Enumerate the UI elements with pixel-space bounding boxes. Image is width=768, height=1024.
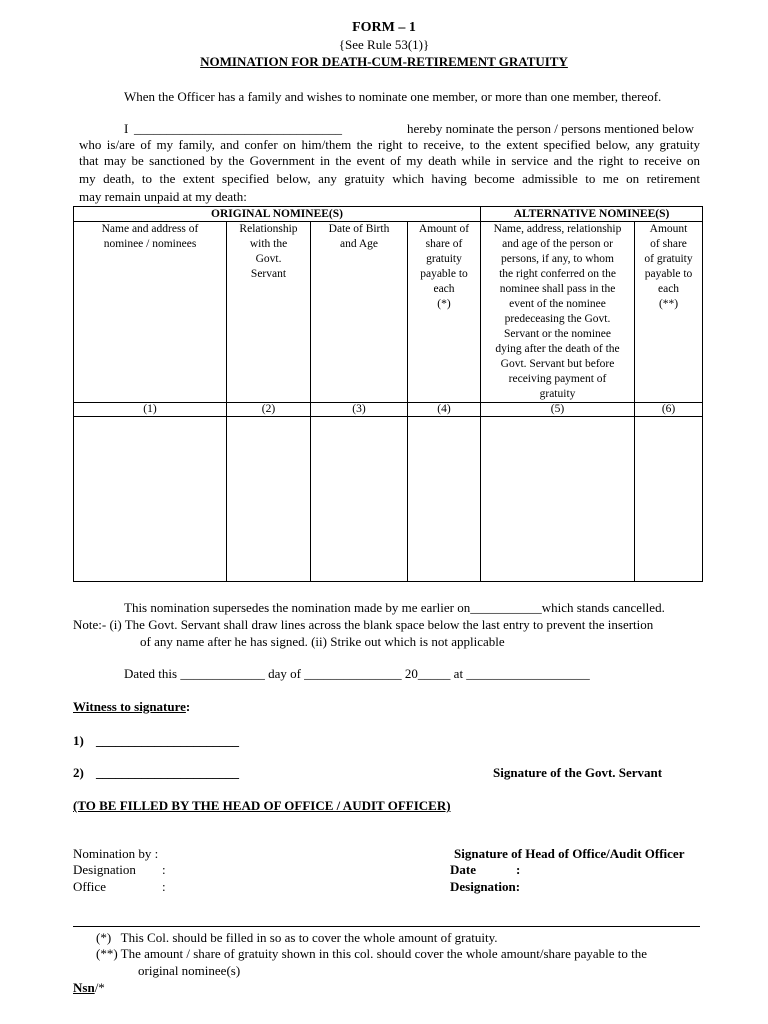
- office-label: Office: [73, 879, 106, 894]
- entry-cell-6[interactable]: [635, 417, 703, 582]
- col-number-3: (3): [311, 403, 408, 417]
- nominee-table: [73, 206, 703, 582]
- entry-cell-5[interactable]: [481, 417, 635, 582]
- col-number-1: (1): [74, 403, 227, 417]
- entry-cell-1[interactable]: [74, 417, 227, 582]
- col-number-4: (4): [408, 403, 481, 417]
- designation-colon: :: [162, 862, 166, 877]
- office-section-heading: (TO BE FILLED BY THE HEAD OF OFFICE / AUDIT OFFICER): [73, 798, 451, 813]
- office-colon: :: [162, 879, 166, 894]
- nominator-name-blank: ________________________________: [134, 121, 342, 136]
- footnote-1: (*) This Col. should be filled in so as to cover the whole amount of gratuity.: [96, 930, 498, 945]
- form-title: FORM – 1: [352, 20, 416, 35]
- note-line-2: of any name after he has signed. (ii) Strike out which is not applicable: [140, 634, 505, 649]
- col-header-6: Amount of share of gratuity payable to each (**): [635, 222, 703, 403]
- para-line-5: may remain unpaid at my death:: [79, 189, 247, 204]
- footnote-2-line-1: (**) The amount / share of gratuity shown in this col. should cover the whole amount/share payable to the: [96, 946, 648, 961]
- govt-servant-signature-label: Signature of the Govt. Servant: [493, 765, 663, 780]
- col-header-4: Amount of share of gratuity payable to each (*): [408, 222, 481, 403]
- witness-2-label: 2): [73, 765, 84, 780]
- head-office-signature-label: Signature of Head of Office/Audit Officer: [454, 846, 685, 861]
- dated-line: Dated this _____________ day of _______________ 20_____ at ___________________: [124, 666, 590, 681]
- col-header-2: Relationship with the Govt. Servant: [227, 222, 311, 403]
- rule-reference: {See Rule 53(1)}: [338, 37, 430, 52]
- para-line-2: who is/are of my family, and confer on him/them the right to receive, to the extent specified below, any gratuity: [79, 137, 700, 152]
- col-header-3: Date of Birth and Age: [311, 222, 408, 403]
- entry-cell-2[interactable]: [227, 417, 311, 582]
- footnote-divider: [73, 926, 700, 927]
- witness-1-label: 1): [73, 733, 84, 748]
- nomination-by-label: Nomination by :: [73, 846, 159, 861]
- witness-heading-text: Witness to signature: [73, 699, 186, 714]
- entry-cell-3[interactable]: [311, 417, 408, 582]
- nsn-reference: [73, 980, 105, 996]
- original-nominee-header: ORIGINAL NOMINEE(S): [74, 207, 481, 222]
- designation-field-label: Designation:: [450, 879, 521, 894]
- witness-heading: [73, 699, 190, 715]
- col-header-5: Name, address, relationship and age of the person or persons, if any, to whom the right conferred on the nominee shall pass in the event of the nominee predeceasing the Govt. Servant or the nominee dying after the death of the Govt. Servant but before receiving payment of gratuity: [481, 222, 635, 403]
- alternative-nominee-header: ALTERNATIVE NOMINEE(S): [481, 207, 703, 222]
- supersede-line: This nomination supersedes the nomination made by me earlier on___________which stands cancelled.: [124, 600, 665, 615]
- witness-heading-colon: :: [185, 699, 191, 714]
- note-line-1: Note:- (i) The Govt. Servant shall draw lines across the blank space below the last entry to prevent the insertion: [73, 617, 654, 632]
- witness-1-blank: ______________________: [96, 733, 239, 748]
- col-header-1: Name and address of nominee / nominees: [74, 222, 227, 403]
- nsn-label: Nsn: [73, 980, 95, 995]
- nsn-suffix: /*: [94, 980, 105, 995]
- para-line-1-prefix: I: [124, 121, 129, 136]
- para-line-3: that may be sanctioned by the Government in the event of my death while in service and the right to receive on: [79, 153, 700, 168]
- col-number-2: (2): [227, 403, 311, 417]
- para-line-1-suffix: hereby nominate the person / persons mentioned below: [407, 121, 695, 136]
- para-line-4: my death, to the extent specified below, any gratuity which having become admissible to me on retirement: [79, 171, 700, 186]
- intro-line: When the Officer has a family and wishes to nominate one member, or more than one member, thereof.: [124, 89, 662, 104]
- col-number-5: (5): [481, 403, 635, 417]
- footnote-2-line-2: original nominee(s): [138, 963, 241, 978]
- witness-2-blank: ______________________: [96, 765, 239, 780]
- entry-cell-4[interactable]: [408, 417, 481, 582]
- date-colon: :: [516, 862, 521, 877]
- col-number-6: (6): [635, 403, 703, 417]
- main-title: NOMINATION FOR DEATH-CUM-RETIREMENT GRATUITY: [200, 54, 568, 69]
- designation-label: Designation: [73, 862, 136, 877]
- date-label: Date: [450, 862, 476, 877]
